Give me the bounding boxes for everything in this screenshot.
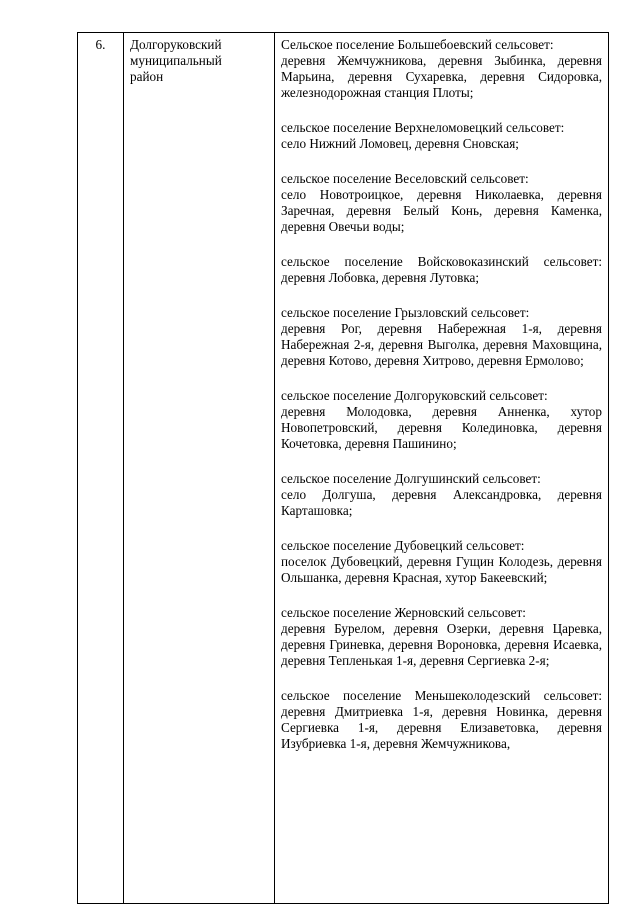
settlement-block: [281, 120, 602, 152]
settlement-localities: деревня Молодовка, деревня Анненка, хутор Новопетровский, деревня Колединовка, деревня Кочетовка, деревня Пашинино;: [281, 404, 602, 451]
settlement-heading: сельское поселение Дубовецкий сельсовет:: [281, 538, 525, 553]
district-name-line: район: [130, 69, 164, 84]
settlement-localities: село Нижний Ломовец, деревня Сновская;: [281, 136, 519, 151]
settlement-heading: сельское поселение Верхнеломовецкий сельсовет:: [281, 120, 565, 135]
settlement-heading: сельское поселение Грызловский сельсовет:: [281, 305, 530, 320]
settlement-localities: деревня Жемчужникова, деревня Зыбинка, деревня Марьина, деревня Сухаревка, деревня Сидоровка, железнодорожная станция Плоты;: [281, 53, 602, 100]
district-name-line: Долгоруковский: [130, 37, 222, 52]
settlement-localities: деревня Бурелом, деревня Озерки, деревня Царевка, деревня Гриневка, деревня Вороновка, деревня Исаевка, деревня Тепленькая 1-я, деревня Сергиевка 2-я;: [281, 621, 602, 668]
settlement-localities: деревня Дмитриевка 1-я, деревня Новинка, деревня Сергиевка 1-я, деревня Елизаветовка, деревня Изубриевка 1-я, деревня Жемчужникова,: [281, 704, 602, 751]
settlement-localities: деревня Лобовка, деревня Лутовка;: [281, 270, 480, 285]
table-row: [78, 33, 609, 904]
settlement-heading: сельское поселение Меньшеколодезский сельсовет:: [281, 688, 602, 703]
settlement-localities: деревня Рог, деревня Набережная 1-я, деревня Набережная 2-я, деревня Выголка, деревня Маховщина, деревня Котово, деревня Хитрово, деревня Ермолово;: [281, 321, 602, 368]
district-name-line: муниципальный: [130, 53, 222, 68]
settlement-block: [281, 538, 602, 586]
settlement-block: [281, 171, 602, 235]
settlement-localities: село Новотроицкое, деревня Николаевка, деревня Заречная, деревня Белый Конь, деревня Каменка, деревня Овечьи воды;: [281, 187, 602, 234]
row-number: 6.: [95, 37, 106, 52]
settlement-heading: Сельское поселение Большебоевский сельсовет:: [281, 37, 554, 52]
settlement-block: [281, 37, 602, 101]
settlement-localities: поселок Дубовецкий, деревня Гущин Колодезь, деревня Ольшанка, деревня Красная, хутор Бакеевский;: [281, 554, 602, 585]
row-number-cell: [78, 33, 124, 904]
settlement-block: [281, 688, 602, 752]
settlement-block: [281, 254, 602, 286]
settlement-localities: село Долгуша, деревня Александровка, деревня Карташовка;: [281, 487, 602, 518]
settlement-heading: сельское поселение Веселовский сельсовет:: [281, 171, 529, 186]
settlement-heading: сельское поселение Жерновский сельсовет:: [281, 605, 526, 620]
settlement-block: [281, 605, 602, 669]
settlements-table: [77, 32, 609, 904]
settlement-heading: сельское поселение Войсковоказинский сельсовет:: [281, 254, 602, 269]
settlement-heading: сельское поселение Долгушинский сельсовет:: [281, 471, 541, 486]
settlement-block: [281, 388, 602, 452]
settlement-block: [281, 471, 602, 519]
district-cell: [124, 33, 275, 904]
settlement-block: [281, 305, 602, 369]
settlements-cell: [275, 33, 609, 904]
settlement-heading: сельское поселение Долгоруковский сельсовет:: [281, 388, 548, 403]
